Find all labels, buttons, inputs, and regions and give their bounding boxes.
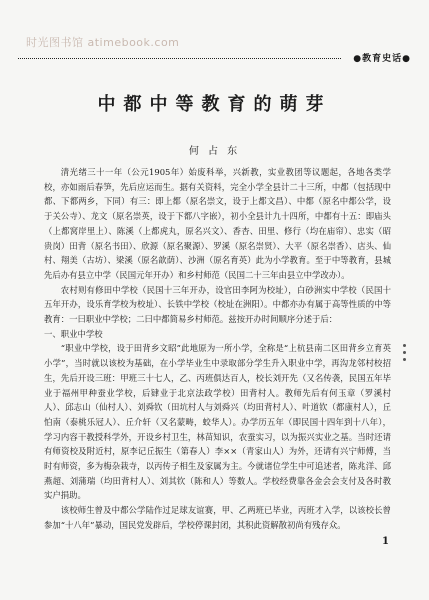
body-paragraph: 农村则有修田中学校（民国十三年开办，设官田李阿为校址），白砂洲实中学校（民国十五年开办，设乐育学校为校址）、长铁中学校（校址在洲阳）。中都亦办有属于高等性质的中等教育：一曰职业中学校；二曰中都简易乡村师范。兹按开办时间顺序分述于后： [44, 284, 391, 325]
article-title: 中都中等教育的萌芽 [97, 94, 332, 115]
article-body [44, 165, 391, 533]
watermark-text: 时光图书馆 atimebook.com [26, 36, 180, 49]
body-paragraph: “职业中学校，设于田背乡文昭”此地原为一所小学，全称是“上杭县南二区田背乡立育英小学”，当时就以该校为基础，在小学毕业生中录取部分学生升入职业中学，再沟龙邻村校招生，先后开设三班：甲班三十七人，乙、丙班俱达百人，校长刘开先（又名传袭，民国五年毕业于福州甲种蚕业学校，后肄业于北京法政学校）田背村人。教师先后有何玉章（罗溪村人）、邱志山（仙村人）、刘舜钦（田坑村人与刘舜兴（均田背村人）、叶道钦（都康村人），丘怕南（泰桃乐冠人）、丘介轩（又名蒙畴，蛟华人）。办学历五年（即民国十四年到十八年），学习内容干教授科学外，开设乡村卫生，林苗知识，农蚕实习，以为振兴实业之基。当时还请有师资校及附近村，原李记丘振生（第春人）李××（青家山人）为外，还请有兴宁师傅，当时有师资，多为梅杂栽寺，以丙传子相生及家属为主。今就诸位学生中可追述者，陈兆洋、邱燕超、刘蒲瑞（均田背村人）、刘其钦（陈和人）等数人。学校经费靠各金会会支付及各时教实户捐助。 [44, 343, 391, 501]
section-tag: ●教育史话● [353, 54, 411, 64]
page-number: 1 [382, 536, 389, 547]
subsection-heading: 一、职业中学校 [44, 328, 103, 339]
page-header [18, 51, 411, 65]
body-paragraph: 该校师生曾及中都公学陆作过足球友谊赛，甲、乙两班已毕业，丙班才入学，以该校长曾参加“十八年”暴动，国民党发辟后，学校停课封闭，其积此资解散初尚有残存众。 [44, 505, 391, 530]
article-author: 何 占 东 [188, 146, 241, 157]
binding-edge-marks [403, 340, 411, 370]
body-paragraph: 清光绪三十一年（公元1905年）始废科举，兴新教，实业教团等议题起，各地各类学校，亦如雨后春笋，先后应运而生。据有关资料，完全小学全县计二十三所，中都（包括现中都、下都两乡，下同）有三：即上都（原名崇文，设于上都文昌）、中都（原名中都公学，设于关公寺）、龙文（原名崇英，设于下都八字嵌），初小全县计九十四所，中都有十五：即庙头（上都窝岸里上）、陈溪（上都虎丸，原名兴文）、香杏、田里、修行（均在庙帘）、忠实（昭贵岗）田背（原名书田）、欣源（原名聚源）、罗溪（原名崇贤）、大平（原名崇香）、店头、仙村、翔美（古坊）、梁溪（原名歆荫）、沙洲（原名育英）此为小学教育。至于中等教育，县城先后办有县立中学（民国元年开办）和乡村师范（民国二十三年由县立中学改办）。 [44, 167, 391, 280]
header-dotted-rule [18, 58, 341, 59]
